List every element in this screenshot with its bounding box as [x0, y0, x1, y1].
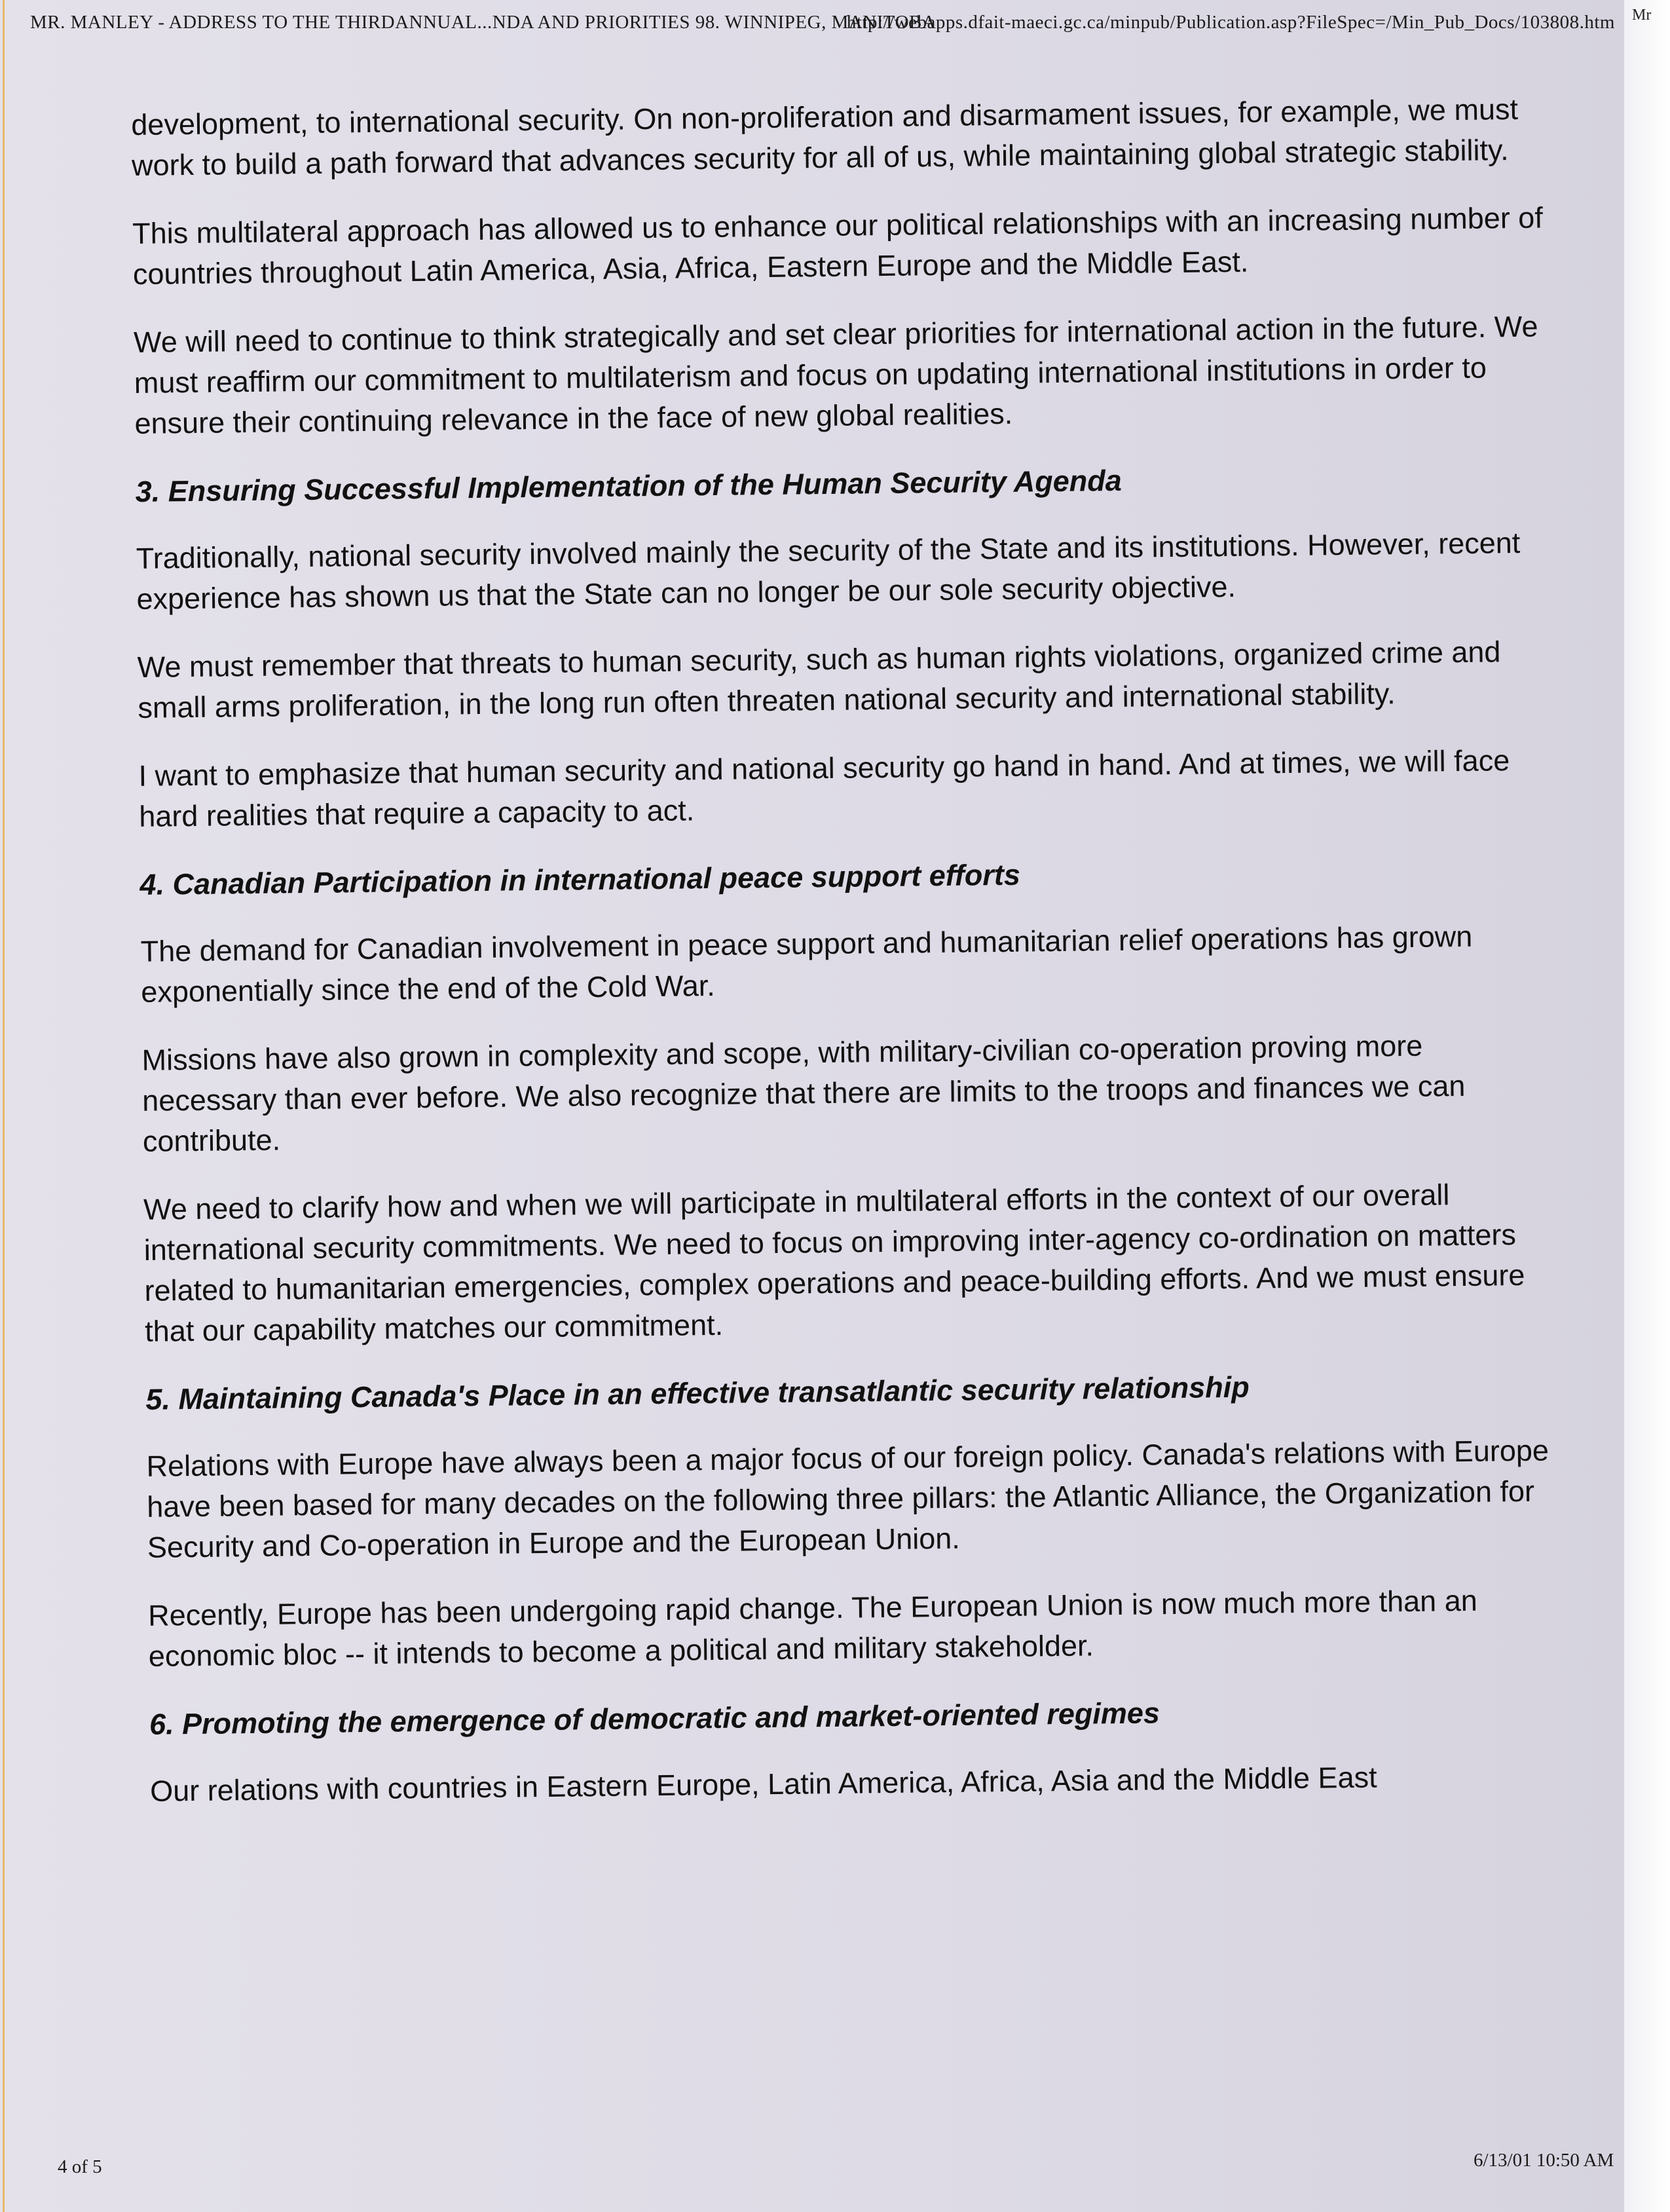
- body-paragraph: We will need to continue to think strategically and set clear priorities for international action in the future. We must reaffirm our commitment to multilaterism and focus on updating international institutions in order to ensure their continuing relevance in the face of new global realities.: [133, 309, 1538, 440]
- section-heading: 4. Canadian Participation in international peace support efforts: [139, 857, 1021, 901]
- section-heading: 3. Ensuring Successful Implementation of the Human Security Agenda: [135, 463, 1123, 508]
- left-margin-rule: [3, 0, 5, 2212]
- section-heading: 6. Promoting the emergence of democratic and market-oriented regimes: [149, 1696, 1160, 1741]
- header-title: MR. MANLEY - ADDRESS TO THE THIRDANNUAL...NDA AND PRIORITIES 98. WINNIPEG, MANITOBA: [30, 12, 937, 33]
- body-paragraph: Relations with Europe have always been a major focus of our foreign policy. Canada's relations with Europe have been based for many decades on the following three pillars: the Atlantic Alliance, the Organization for Security and Co-operation in Europe and the European Union.: [146, 1433, 1549, 1564]
- body-paragraph: We must remember that threats to human security, such as human rights violations, organized crime and small arms proliferation, in the long run often threaten national security and international stability.: [137, 635, 1501, 724]
- body-paragraph: Recently, Europe has been undergoing rapid change. The European Union is now much more than an economic bloc -- it intends to become a political and military stakeholder.: [147, 1583, 1477, 1673]
- body-paragraph: Our relations with countries in Eastern Europe, Latin America, Africa, Asia and the Middle East: [149, 1760, 1377, 1808]
- print-header: [30, 12, 1615, 33]
- body-paragraph: Missions have also grown in complexity and scope, with military-civilian co-operation proving more necessary than ever before. We also recognize that there are limits to the troops and finances we can contribute.: [141, 1028, 1466, 1158]
- section-heading: 5. Maintaining Canada's Place in an effective transatlantic security relationship: [145, 1370, 1250, 1416]
- next-page-header-fragment: Mr: [1632, 7, 1652, 24]
- body-paragraph: We need to clarify how and when we will participate in multilateral efforts in the context of our overall international security commitments. We need to focus on improving inter-agency co-ordination on matters related to humanitarian emergencies, complex operations and peace-building efforts. And we must ensure that our capability matches our commitment.: [143, 1178, 1525, 1348]
- header-url: http://webapps.dfait-maeci.gc.ca/minpub/Publication.asp?FileSpec=/Min_Pub_Docs/103808.htm: [846, 12, 1615, 33]
- body-paragraph: The demand for Canadian involvement in peace support and humanitarian relief operations has grown exponentially since the end of the Cold War.: [140, 919, 1473, 1009]
- document-body: [131, 88, 1572, 1839]
- page-number: 4 of 5: [58, 2156, 102, 2177]
- print-timestamp: 6/13/01 10:50 AM: [1474, 2150, 1614, 2171]
- next-page-edge: [1624, 0, 1670, 2212]
- body-paragraph: Traditionally, national security involved mainly the security of the State and its institutions. However, recent experience has shown us that the State can no longer be our sole security objective.: [136, 525, 1521, 616]
- body-paragraph: I want to emphasize that human security and national security go hand in hand. And at times, we will face hard realities that require a capacity to act.: [138, 743, 1510, 833]
- body-paragraph: This multilateral approach has allowed us to enhance our political relationships with an increasing number of countries throughout Latin America, Asia, Africa, Eastern Europe and the Middle East.: [132, 200, 1544, 291]
- body-paragraph: development, to international security. On non-proliferation and disarmament issues, for example, we must work to build a path forward that advances security for all of us, while maintaining global strategic stability.: [131, 92, 1519, 182]
